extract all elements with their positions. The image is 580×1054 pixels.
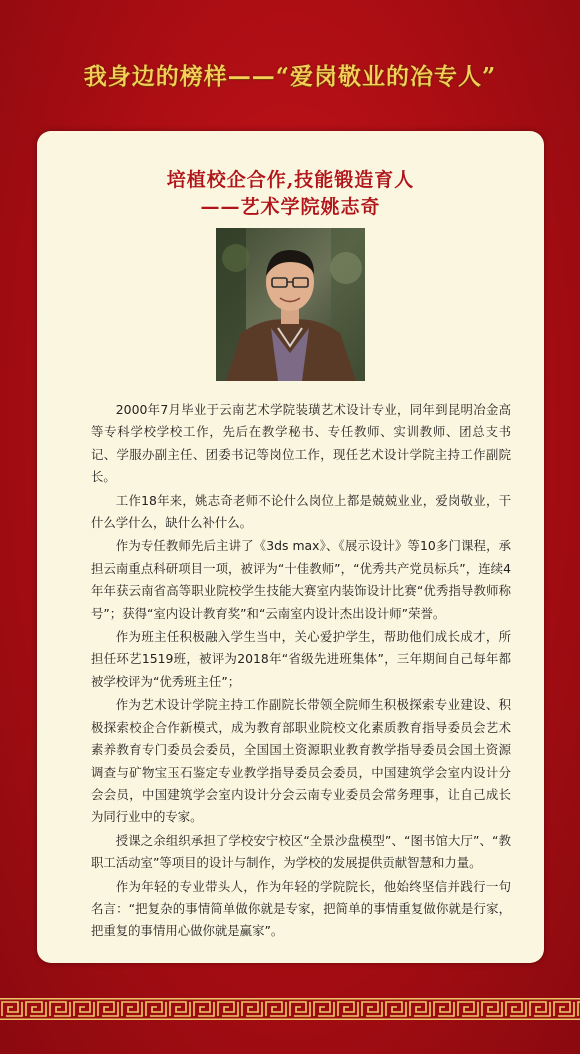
decorative-border [0,998,580,1020]
paragraph: 授课之余组织承担了学校安宁校区“全景沙盘模型”、“图书馆大厅”、“教职工活动室”等项目的设计与制作，为学校的发展提供贡献智慧和力量。 [91,832,511,871]
article-title: 培植校企合作,技能锻造育人 [166,169,415,191]
article-body [91,399,511,944]
paragraph: 作为年轻的专业带头人，作为年轻的学院院长，他始终坚信并践行一句名言：“把复杂的事情简单做你就是专家，把简单的事情重复做你就是行家，把重复的事情用心做你就是赢家”。 [91,878,511,939]
paragraph: 2000年7月毕业于云南艺术学院装璜艺术设计专业，同年到昆明冶金高等专科学校学校工作，先后在教学秘书、专任教师、实训教师、团总支书记、学服办副主任、团委书记等岗位工作，现任艺术设计学院主持工作副院长。 [91,402,511,485]
paragraph: 作为班主任积极融入学生当中，关心爱护学生，帮助他们成长成才，所担任环艺1519班，被评为2018年“省级先进班集体”，三年期间自己每年都被学校评为“优秀班主任”； [91,629,511,689]
paragraph: 工作18年来，姚志奇老师不论什么岗位上都是兢兢业业，爱岗敬业，干什么学什么，缺什么补什么。 [91,492,511,531]
paragraph: 作为艺术设计学院主持工作副院长带领全院师生积极探索专业建设、积极探索校企合作新模式，成为教育部职业院校文化素质教育指导委员会艺术素养教育专门委员会委员，全国国土资源职业教育教学指导委员会国土资源调查与矿物宝玉石鉴定专业教学指导委员会委员，中国建筑学会室内设计分会会员，中国建筑学会室内设计分会云南专业委员会常务理事，让自己成长为同行业中的专家。 [91,697,511,825]
paragraph: 作为专任教师先后主讲了《3ds max》、《展示设计》等10多门课程，承担云南重点科研项目一项，被评为“十佳教师”，“优秀共产党员标兵”，连续4年年获云南省高等职业院校学生技能大赛室内装饰设计比赛“优秀指导教师称号”；获得“室内设计教育奖”和“云南室内设计杰出设计师”荣誉。 [91,538,511,621]
article-subtitle: ——艺术学院姚志奇 [200,196,381,218]
portrait-photo [216,228,365,381]
banner-title: 我身边的榜样——“爱岗敬业的冶专人” [83,63,497,90]
article-panel [37,131,544,963]
